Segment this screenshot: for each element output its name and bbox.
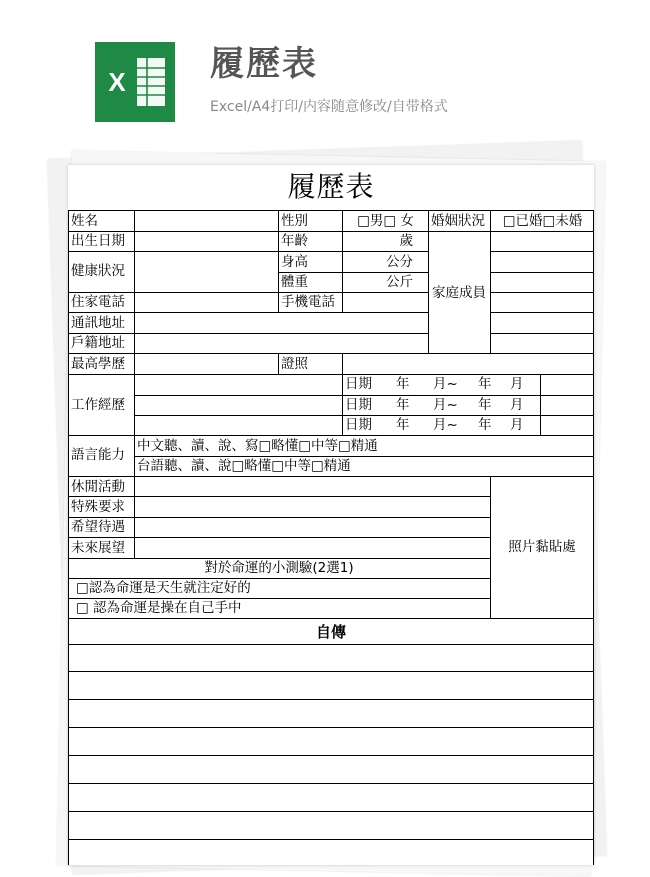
name-field[interactable] [135,211,278,231]
height-label: 身高 [281,254,308,270]
work-month-range: 月~ [433,376,458,392]
work-year-end: 年 [478,397,492,413]
license-label: 證照 [281,356,308,372]
quiz-option-control[interactable]: □ 認為命運是操在自己手中 [76,600,242,616]
work-year-end: 年 [478,376,492,392]
registered-address-label: 戶籍地址 [71,335,125,351]
work-year-end: 年 [478,417,492,433]
work-month-end: 月 [510,397,524,413]
future-outlook-label: 未來展望 [71,540,125,556]
mail-address-label: 通訊地址 [71,315,125,331]
resume-sheet [68,165,594,865]
name-label: 姓名 [71,213,98,229]
work-month-range: 月~ [433,417,458,433]
weight-unit: 公斤 [386,274,413,290]
work-year-label: 年 [396,397,410,413]
marital-label: 婚姻狀況 [431,213,485,229]
education-label: 最高學歷 [71,356,125,372]
weight-label: 體重 [281,274,308,290]
expected-salary-label: 希望待遇 [71,519,125,535]
table-grid [68,165,594,865]
birth-date-field[interactable] [135,231,278,251]
autobiography-heading: 自傳 [315,623,346,641]
home-phone-label: 住家電話 [71,294,125,310]
work-month-end: 月 [510,417,524,433]
excel-logo-letter: X [108,67,126,97]
mobile-phone-label: 手機電話 [281,294,335,310]
work-date-label: 日期 [345,397,372,413]
sheet-title: 履歷表 [287,170,375,203]
language-taiwanese[interactable]: 台語聽、讀、說□略懂□中等□精通 [137,458,351,474]
work-month-end: 月 [510,376,524,392]
work-month-range: 月~ [433,397,458,413]
work-date-label: 日期 [345,376,372,392]
work-year-label: 年 [396,417,410,433]
work-date-label: 日期 [345,417,372,433]
quiz-option-fate[interactable]: □認為命運是天生就注定好的 [76,580,251,596]
work-year-label: 年 [396,376,410,392]
family-members-label: 家庭成員 [432,285,486,301]
page-subtitle: Excel/A4打印/内容随意修改/自带格式 [210,99,448,115]
age-label: 年齡 [281,233,308,249]
age-unit: 歲 [399,233,413,249]
work-experience-label: 工作經歷 [71,397,125,413]
quiz-title: 對於命運的小測驗(2選1) [204,560,354,576]
gender-options[interactable]: □男□ 女 [357,213,414,229]
gender-label: 性別 [281,213,308,229]
language-mandarin[interactable]: 中文聽、讀、說、寫□略懂□中等□精通 [137,438,378,454]
excel-logo-icon [95,42,175,122]
health-label: 健康狀況 [71,263,125,279]
leisure-label: 休閒活動 [71,479,125,495]
birth-date-label: 出生日期 [71,233,125,249]
special-request-label: 特殊要求 [71,499,125,515]
height-unit: 公分 [386,254,413,270]
marital-options[interactable]: □已婚□未婚 [502,213,583,229]
language-ability-label: 語言能力 [71,447,125,463]
photo-area-label: 照片黏貼處 [508,539,576,555]
page-title: 履歷表 [210,44,318,84]
